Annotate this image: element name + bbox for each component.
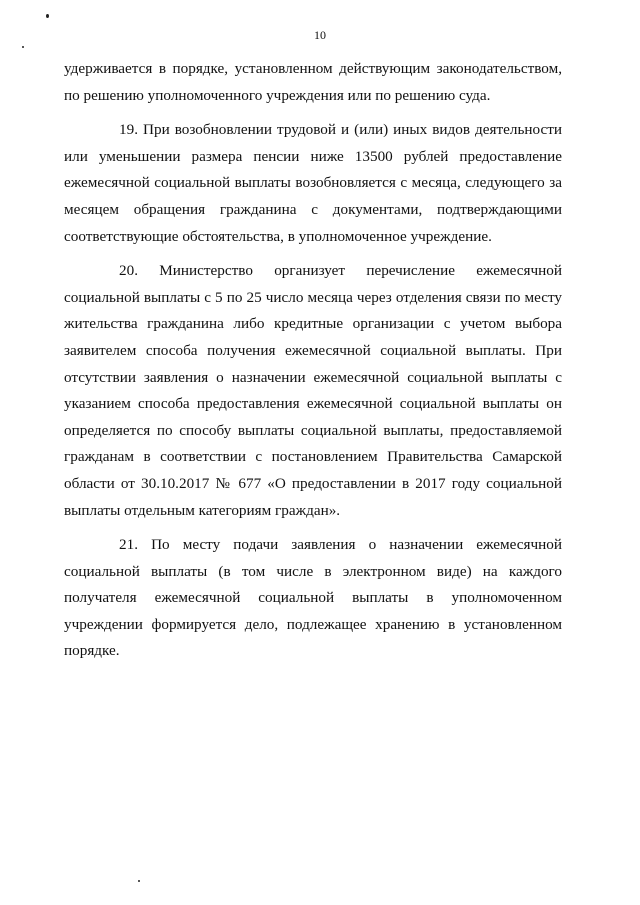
paragraph-continuation: удерживается в порядке, установленном действующим законодательством, по решению уполномоченного учреждения или по решению суда. [64, 60, 562, 104]
scan-speck [46, 14, 49, 18]
scan-speck [22, 46, 24, 48]
document-body [64, 56, 562, 673]
paragraph-20: 20. Министерство организует перечисление ежемесячной социальной выплаты с 5 по 25 число месяца через отделения связи по месту жительства гражданина либо кредитные организации с учетом выбора заявителем способа получения ежемесячной социальной выплаты. При отсутствии заявления о назначении ежемесячной социальной выплаты с указанием способа предоставления ежемесячной социальной выплаты он определяется по способу выплаты социальной выплаты, предоставляемой гражданам в соответствии с постановлением Правительства Самарской области от 30.10.2017 № 677 «О предоставлении в 2017 году социальной выплаты отдельным категориям граждан». [64, 262, 562, 519]
page-number: 10 [314, 28, 326, 42]
paragraph-19: 19. При возобновлении трудовой и (или) иных видов деятельности или уменьшении размера пенсии ниже 13500 рублей предоставление ежемесячной социальной выплаты возобновляется с месяца, следующего за месяцем обращения гражданина с документами, подтверждающими соответствующие обстоятельства, в уполномоченное учреждение. [64, 121, 562, 245]
paragraph-21: 21. По месту подачи заявления о назначении ежемесячной социальной выплаты (в том числе в электронном виде) на каждого получателя ежемесячной социальной выплаты в уполномоченном учреждении формируется дело, подлежащее хранению в установленном порядке. [64, 536, 562, 660]
scan-speck [138, 880, 140, 882]
